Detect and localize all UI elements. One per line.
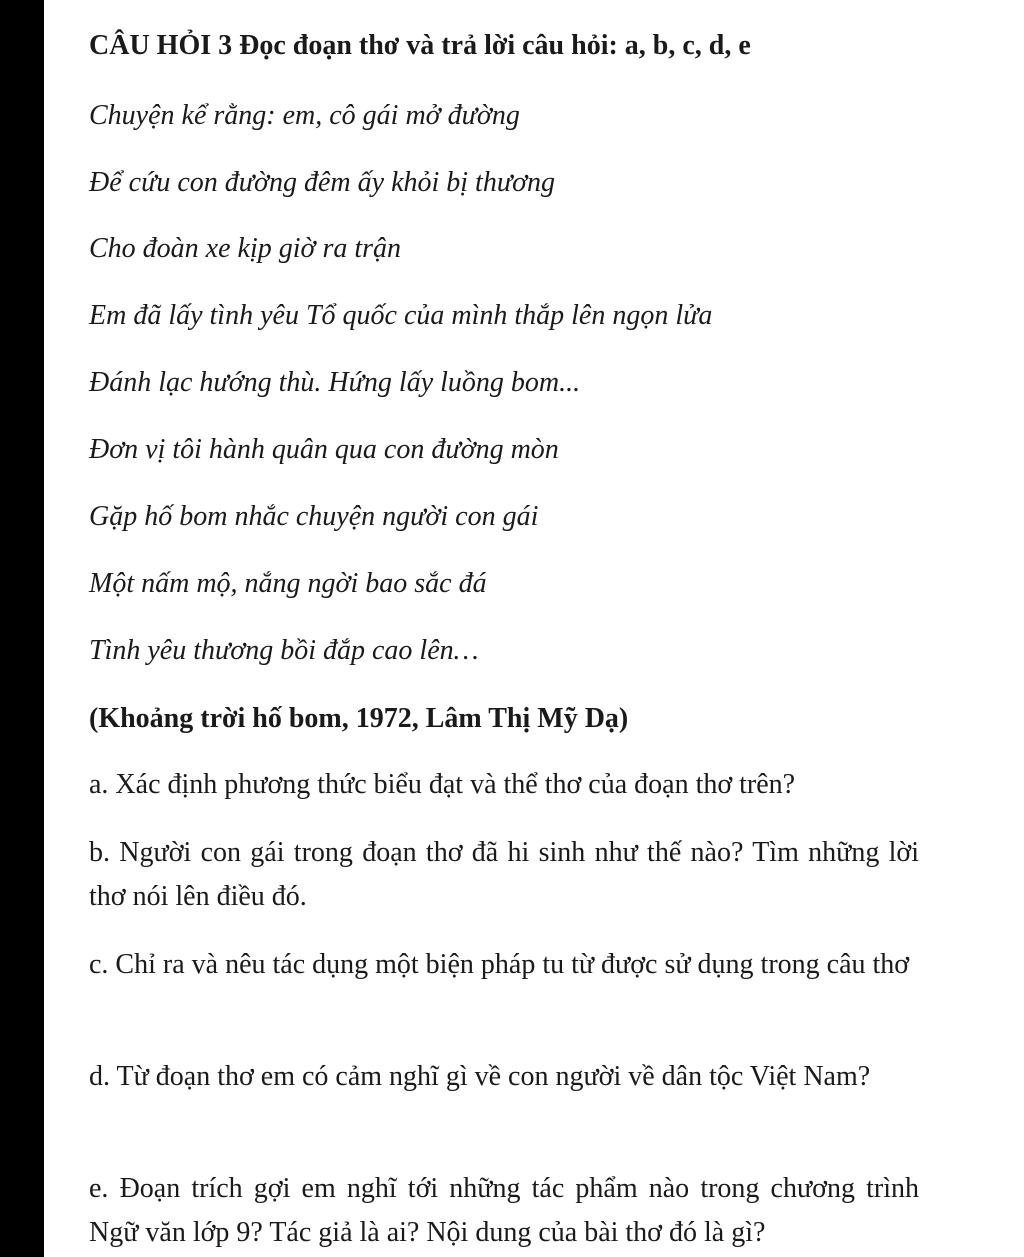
question-heading: CÂU HỎI 3 Đọc đoạn thơ và trả lời câu hỏi: a, b, c, d, e bbox=[89, 30, 751, 61]
poem-line-3: Cho đoàn xe kịp giờ ra trận bbox=[89, 233, 402, 264]
document-page bbox=[44, 0, 1024, 1257]
poem-line-2: Để cứu con đường đêm ấy khỏi bị thương bbox=[89, 167, 556, 198]
question-c: c. Chỉ ra và nêu tác dụng một biện pháp tu từ được sử dụng trong câu thơ bbox=[89, 949, 910, 980]
poem-source: (Khoảng trời hố bom, 1972, Lâm Thị Mỹ Dạ) bbox=[89, 703, 629, 734]
poem-line-9: Tình yêu thương bồi đắp cao lên… bbox=[89, 635, 479, 666]
poem-line-7: Gặp hố bom nhắc chuyện người con gái bbox=[89, 501, 539, 532]
poem-line-8: Một nấm mộ, nắng ngời bao sắc đá bbox=[89, 568, 487, 599]
question-d: d. Từ đoạn thơ em có cảm nghĩ gì về con người về dân tộc Việt Nam? bbox=[89, 1061, 871, 1092]
poem-line-4: Em đã lấy tình yêu Tổ quốc của mình thắp lên ngọn lửa bbox=[89, 300, 713, 331]
poem-line-1: Chuyện kể rằng: em, cô gái mở đường bbox=[89, 100, 520, 131]
question-a: a. Xác định phương thức biểu đạt và thể thơ của đoạn thơ trên? bbox=[89, 769, 796, 800]
question-b: b. Người con gái trong đoạn thơ đã hi sinh như thế nào? Tìm những lời thơ nói lên điều đó. bbox=[89, 837, 919, 912]
poem-line-5: Đánh lạc hướng thù. Hứng lấy luồng bom... bbox=[89, 367, 581, 398]
poem-line-6: Đơn vị tôi hành quân qua con đường mòn bbox=[89, 434, 559, 465]
question-e: e. Đoạn trích gợi em nghĩ tới những tác phẩm nào trong chương trình Ngữ văn lớp 9? Tác giả là ai? Nội dung của bài thơ đó là gì? bbox=[89, 1173, 919, 1248]
